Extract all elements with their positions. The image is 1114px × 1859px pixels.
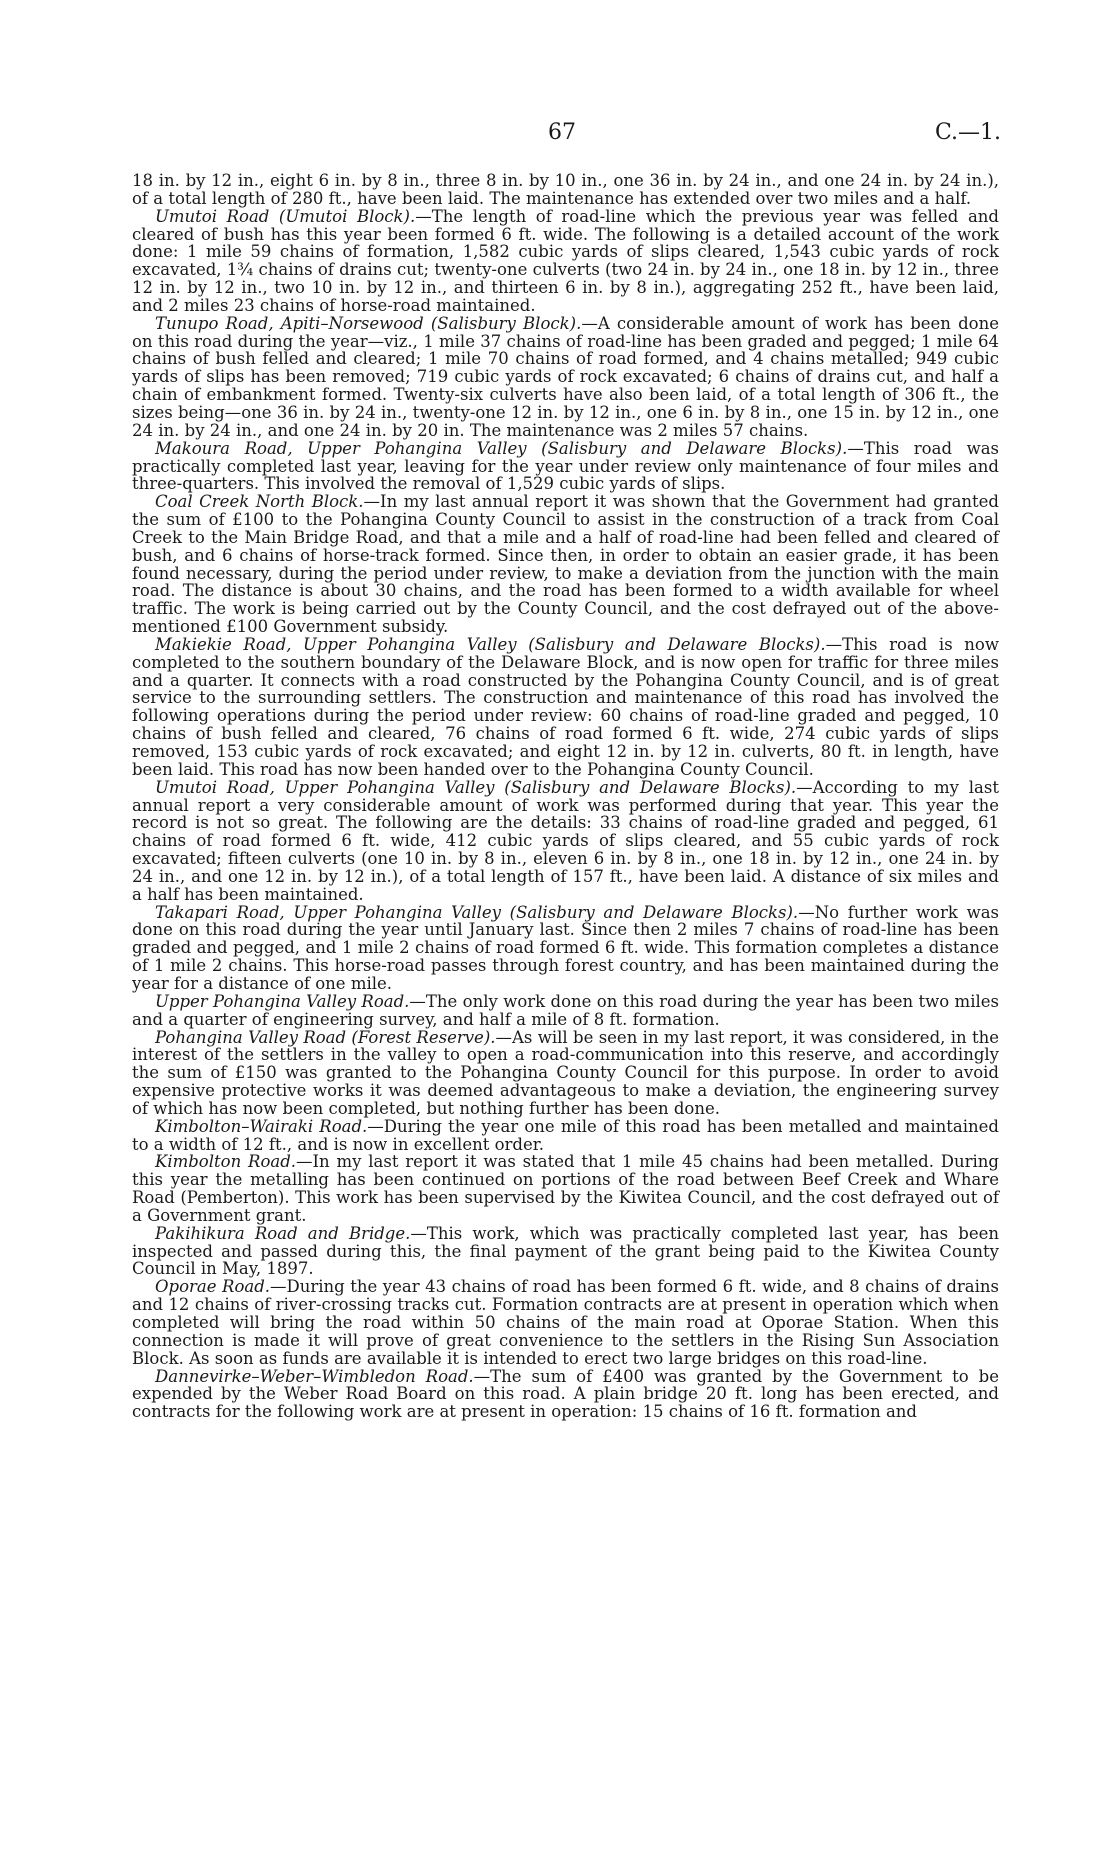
paragraph [132, 493, 999, 636]
paragraph-heading: Takapari Road, Upper Pohangina Valley (Salisbury and Delaware Blocks). [155, 902, 799, 922]
paragraph-text: —A considerable amount of work has been done on this road during the year—viz., 1 mile 37 chains of road-line has been graded and pegged; 1 mile 64 chains of bush felled and cleared; 1 mile 70 chains of road formed, and 4 chains metalled; 949 cubic yards of slips has been removed; 719 cubic yards of rock excavated; 6 chains of drains cut, and half a chain of embankment formed. Twenty-six culverts have also been laid, of a total length of 306 ft., the sizes being—one 36 in. by 24 in., twenty-one 12 in. by 12 in., one 6 in. by 8 in., one 15 in. by 12 in., one 24 in. by 24 in., and one 24 in. by 20 in. The maintenance was 2 miles 57 chains. [132, 313, 999, 440]
paragraph-text: —The only work done on this road during the year has been two miles and a quarter of engineering survey, and half a mile of 8 ft. formation. [132, 991, 999, 1029]
paragraph-text: —In my last annual report it was shown that the Government had granted the sum of £100 to the Pohangina County Council to assist in the construction of a track from Coal Creek to the Main Bridge Road, and that a mile and a half of road-line had been felled and cleared of bush, and 6 chains of horse-track formed. Since then, in order to obtain an easier grade, it has been found necessary, during the period under review, to make a deviation from the junction with the main road. The distance is about 30 chains, and the road has been formed to a width available for wheel traffic. The work is being carried out by the County Council, and the cost defrayed out of the above-mentioned £100 Government subsidy. [132, 492, 999, 637]
paragraph [132, 1368, 999, 1422]
paragraph-heading: Umutoi Road, Upper Pohangina Valley (Salisbury and Delaware Blocks). [155, 777, 797, 797]
paragraph-text: —As will be seen in my last report, it was considered, in the interest of the settlers in the valley to open a road-communication into this reserve, and accordingly the sum of £150 was granted to the Pohangina County Council for this purpose. In order to avoid expensive protective works it was deemed advantageous to make a deviation, the engineering survey of which has now been completed, but nothing further has been done. [132, 1027, 999, 1118]
paragraph [132, 779, 999, 904]
paragraph-heading: Coal Creek North Block. [155, 492, 364, 512]
paragraph-text: —This work, which was practically completed last year, has been inspected and passed during this, the final payment of the grant being paid to the Kiwitea County Council in May, 1897. [132, 1223, 1000, 1279]
paragraph [132, 1029, 999, 1118]
paragraph [132, 1153, 999, 1224]
paragraph-heading: Pakihikura Road and Bridge. [155, 1223, 411, 1243]
document-code: C.—1. [934, 120, 1001, 145]
paragraph-heading: Pohangina Valley Road (Forest Reserve). [155, 1027, 496, 1047]
paragraph-heading: Upper Pohangina Valley Road. [155, 991, 410, 1011]
paragraph-continuation: 18 in. by 12 in., eight 6 in. by 8 in., three 8 in. by 10 in., one 36 in. by 24 in., and one 24 in. by 24 in.), of a total length of 280 ft., have been laid. The maintenance has extended over two miles and a half. [132, 171, 999, 208]
paragraph-text: —This road is now completed to the southern boundary of the Delaware Block, and is now open for traffic for three miles and a quarter. It connects with a road constructed by the Pohangina County Council, and is of great service to the surrounding settlers. The construction and maintenance of this road has involved the following operations during the period under review: 60 chains of road-line graded and pegged, 10 chains of bush felled and cleared, 76 chains of road formed 6 ft. wide, 274 cubic yards of slips removed, 153 cubic yards of rock excavated; and eight 12 in. by 12 in. culverts, 80 ft. in length, have been laid. This road has now been handed over to the Pohangina County Council. [132, 634, 999, 779]
paragraph-heading: Dannevirke–Weber–Wimbledon Road. [155, 1366, 474, 1386]
paragraph [132, 208, 999, 315]
paragraph-heading: Tunupo Road, Apiti–Norsewood (Salisbury Block). [155, 313, 582, 333]
paragraph [132, 636, 999, 779]
paragraph-text: —During the year 43 chains of road has been formed 6 ft. wide, and 8 chains of drains and 12 chains of river-crossing tracks cut. Formation contracts are at present in operation which when completed will bring the road within 50 chains of the main road at Oporae Station. When this connection is made it will prove of great convenience to the settlers in the Rising Sun Association Block. As soon as funds are available it is intended to erect two large bridges on this road-line. [132, 1277, 999, 1368]
body-text [132, 172, 999, 1421]
paragraph-heading: Oporae Road. [155, 1277, 271, 1297]
paragraph [132, 993, 999, 1029]
paragraph-heading: Makoura Road, Upper Pohangina Valley (Salisbury and Delaware Blocks). [155, 438, 848, 458]
paragraph-text: —The length of road-line which the previous year was felled and cleared of bush has this year been formed 6 ft. wide. The following is a detailed account of the work done: 1 mile 59 chains of formation, 1,582 cubic yards of slips cleared, 1,543 cubic yards of rock excavated, 1¾ chains of drains cut; twenty-one culverts (two 24 in. by 24 in., one 18 in. by 12 in., three 12 in. by 12 in., two 10 in. by 12 in., and thirteen 6 in. by 8 in.), aggregating 252 ft., have been laid, and 2 miles 23 chains of horse-road maintained. [132, 206, 999, 315]
paragraph-heading: Kimbolton Road. [155, 1152, 297, 1172]
paragraph-heading: Umutoi Road (Umutoi Block). [155, 206, 416, 226]
paragraph-heading: Makiekie Road, Upper Pohangina Valley (Salisbury and Delaware Blocks). [155, 634, 826, 654]
page-header [0, 120, 1114, 150]
paragraph [132, 1225, 999, 1279]
paragraph [132, 1278, 999, 1367]
paragraph-heading: Kimbolton–Wairaki Road. [155, 1116, 368, 1136]
paragraph-text: —The sum of £400 was granted by the Government to be expended by the Weber Road Board on this road. A plain bridge 20 ft. long has been erected, and contracts for the following work are at present in operation: 15 chains of 16 ft. formation and [132, 1366, 999, 1422]
paragraph [132, 315, 999, 440]
paragraph-text: —During the year one mile of this road has been metalled and maintained to a width of 12 ft., and is now in excellent order. [132, 1116, 999, 1154]
paragraph-text: —According to my last annual report a very considerable amount of work was performed during that year. This year the record is not so great. The following are the details: 33 chains of road-line graded and pegged, 61 chains of road formed 6 ft. wide, 412 cubic yards of slips cleared, and 55 cubic yards of rock excavated; fifteen culverts (one 10 in. by 8 in., eleven 6 in. by 8 in., one 18 in. by 12 in., one 24 in. by 24 in., and one 12 in. by 12 in.), of a total length of 157 ft., have been laid. A distance of six miles and a half has been maintained. [132, 777, 999, 904]
paragraph [132, 904, 999, 993]
paragraph [132, 1118, 999, 1154]
paragraph-text: —This road was practically completed last year, leaving for the year under review only maintenance of four miles and three-quarters. This involved the removal of 1,529 cubic yards of slips. [132, 438, 999, 494]
paragraph-text: —No further work was done on this road during the year until January last. Since then 2 miles 7 chains of road-line has been graded and pegged, and 1 mile 2 chains of road formed 6 ft. wide. This formation completes a distance of 1 mile 2 chains. This horse-road passes through forest country, and has been maintained during the year for a distance of one mile. [132, 902, 999, 993]
paragraph-text: —In my last report it was stated that 1 mile 45 chains had been metalled. During this year the metalling has been continued on portions of the road between Beef Creek and Whare Road (Pemberton). This work has been supervised by the Kiwitea Council, and the cost defrayed out of a Government grant. [132, 1152, 999, 1225]
paragraph [132, 440, 999, 494]
page-number: 67 [548, 120, 576, 145]
